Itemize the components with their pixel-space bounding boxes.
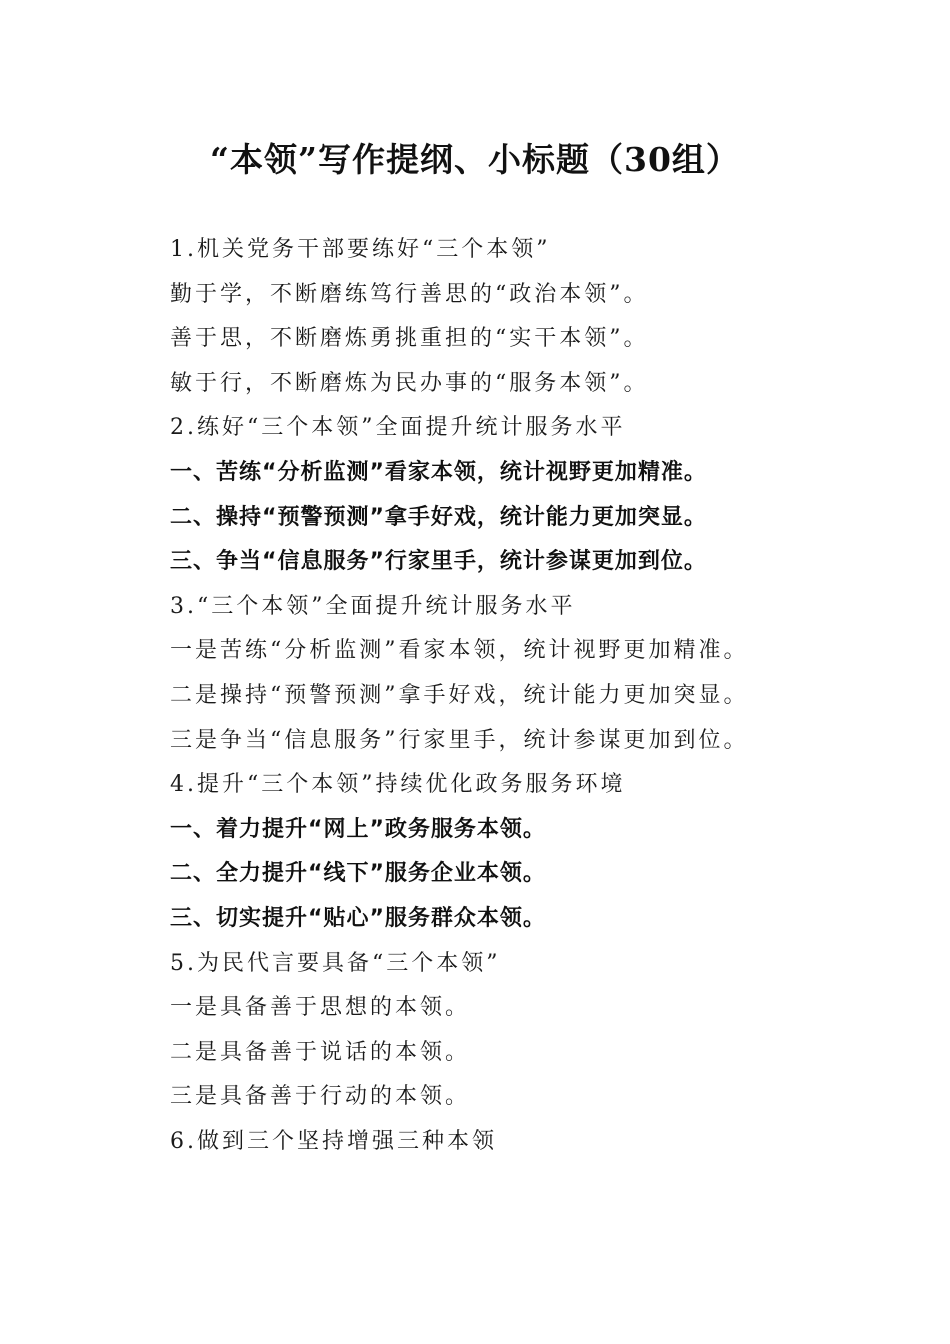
section-heading-2: 2.练好“三个本领”全面提升统计服务水平 [170, 415, 626, 441]
document-body [170, 228, 810, 1164]
body-line: 三是具备善于行动的本领。 [170, 1084, 471, 1110]
body-line: 二是操持“预警预测”拿手好戏，统计能力更加突显。 [170, 682, 749, 708]
section-heading-1: 1.机关党务干部要练好“三个本领” [170, 237, 551, 262]
body-line: 勤于学，不断磨练笃行善思的“政治本领”。 [170, 281, 649, 307]
body-line-bold: 二、全力提升“线下”服务企业本领。 [170, 861, 546, 887]
document-title: “本领”写作提纲、小标题（30组） [210, 140, 740, 179]
section-heading-3: 3.“三个本领”全面提升统计服务水平 [170, 593, 576, 619]
body-line-bold: 三、切实提升“贴心”服务群众本领。 [170, 905, 546, 931]
section-heading-4: 4.提升“三个本领”持续优化政务服务环境 [170, 772, 626, 798]
body-line-bold: 三、争当“信息服务”行家里手，统计参谋更加到位。 [170, 549, 707, 575]
body-line-bold: 二、操持“预警预测”拿手好戏，统计能力更加突显。 [170, 504, 707, 530]
section-heading-5: 5.为民代言要具备“三个本领” [170, 950, 501, 976]
body-line: 一是苦练“分析监测”看家本领，统计视野更加精准。 [170, 638, 749, 664]
body-line: 三是争当“信息服务”行家里手，统计参谋更加到位。 [170, 727, 749, 753]
body-line: 敏于行，不断磨炼为民办事的“服务本领”。 [170, 370, 649, 396]
body-line-bold: 一、苦练“分析监测”看家本领，统计视野更加精准。 [170, 459, 707, 485]
section-heading-6: 6.做到三个坚持增强三种本领 [170, 1128, 497, 1154]
body-line: 一是具备善于思想的本领。 [170, 995, 471, 1021]
body-line: 善于思，不断磨炼勇挑重担的“实干本领”。 [170, 326, 649, 352]
body-line-bold: 一、着力提升“网上”政务服务本领。 [170, 816, 546, 842]
body-line: 二是具备善于说话的本领。 [170, 1039, 471, 1065]
